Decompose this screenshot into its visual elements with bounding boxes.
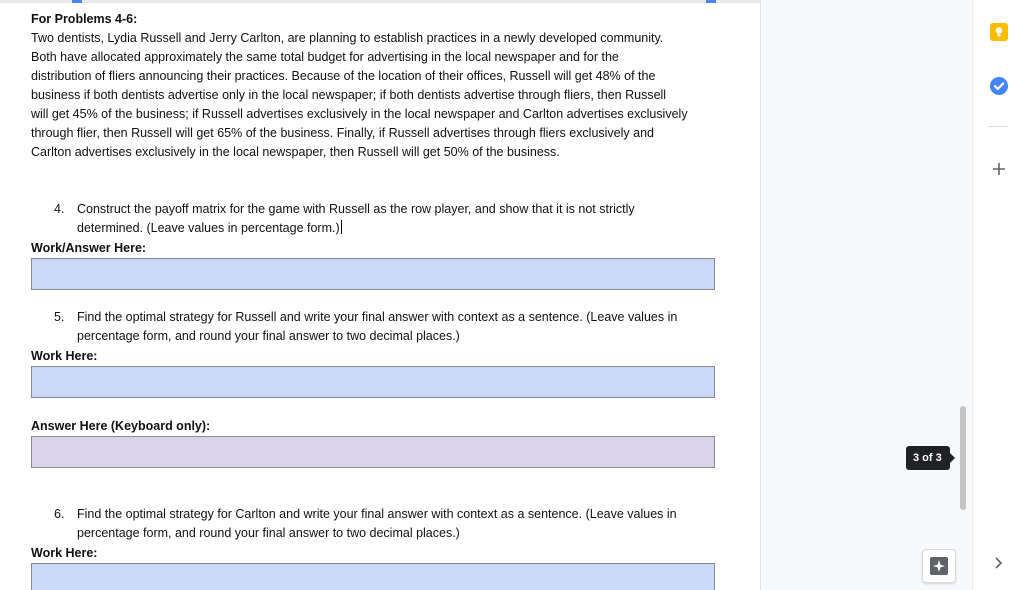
page-indicator: 3 of 3 [906, 446, 950, 470]
question-line: Find the optimal strategy for Russell and write your final answer with context as a sentence. (Leave values in [77, 310, 678, 324]
explore-icon [930, 557, 948, 575]
side-panel [972, 0, 1024, 590]
question-number: 4. [54, 202, 65, 216]
add-addon-button[interactable] [990, 160, 1008, 183]
explore-button[interactable] [922, 549, 956, 583]
margin-marker-left [72, 0, 82, 3]
intro-line: Carlton advertises exclusively in the local newspaper, then Russell will get 50% of the business. [31, 145, 560, 159]
question-line: Construct the payoff matrix for the game with Russell as the row player, and show that it is not strictly [77, 202, 635, 216]
expand-panel-button[interactable] [992, 555, 1006, 576]
text-cursor [341, 220, 342, 234]
q5-work-box[interactable] [31, 366, 715, 398]
intro-line: distribution of fliers announcing their practices. Because of the location of their offices, Russell will get 48% of the [31, 69, 656, 83]
work-answer-label: Work/Answer Here: [31, 241, 147, 255]
keep-button[interactable] [989, 22, 1009, 47]
question-6[interactable] [54, 505, 714, 543]
margin-marker-right [706, 0, 716, 3]
work-label: Work Here: [31, 349, 98, 363]
intro-line: will get 45% of the business; if Russell advertises exclusively in the local newspaper and Carlton advertises exclusively [31, 107, 688, 121]
question-line: determined. (Leave values in percentage form.) [77, 221, 340, 235]
question-4[interactable] [54, 200, 714, 238]
question-number: 6. [54, 507, 65, 521]
q4-work-answer-box[interactable] [31, 258, 715, 290]
tasks-icon [989, 76, 1009, 96]
tasks-button[interactable] [989, 76, 1009, 101]
vertical-scrollbar-thumb[interactable] [960, 406, 966, 510]
intro-line: Both have allocated approximately the same total budget for advertising in the local newspaper and for the [31, 50, 619, 64]
question-line: Find the optimal strategy for Carlton and write your final answer with context as a sentence. (Leave values in [77, 507, 677, 521]
intro-paragraph[interactable] [31, 29, 721, 162]
question-number: 5. [54, 310, 65, 324]
answer-label: Answer Here (Keyboard only): [31, 419, 211, 433]
question-line: percentage form, and round your final answer to two decimal places.) [77, 329, 460, 343]
intro-line: through flier, then Russell will get 65% of the business. Finally, if Russell advertises through fliers exclusively and [31, 126, 654, 140]
intro-line: business if both dentists advertise only in the local newspaper; if both dentists advertise through fliers, then Russell [31, 88, 667, 102]
question-line-with-cursor [77, 219, 714, 238]
canvas-background [760, 0, 973, 590]
work-label: Work Here: [31, 546, 98, 560]
q6-work-box[interactable] [31, 563, 715, 590]
keep-icon [989, 22, 1009, 42]
question-5[interactable] [54, 308, 714, 346]
intro-line: Two dentists, Lydia Russell and Jerry Carlton, are planning to establish practices in a newly developed community. [31, 31, 664, 45]
problems-heading[interactable]: For Problems 4-6: [31, 12, 138, 26]
q5-answer-box[interactable] [31, 436, 715, 468]
question-line: percentage form, and round your final answer to two decimal places.) [77, 526, 460, 540]
page-top-edge [0, 0, 760, 3]
plus-icon [990, 160, 1008, 178]
chevron-right-icon [992, 555, 1006, 571]
side-panel-divider [988, 126, 1008, 127]
